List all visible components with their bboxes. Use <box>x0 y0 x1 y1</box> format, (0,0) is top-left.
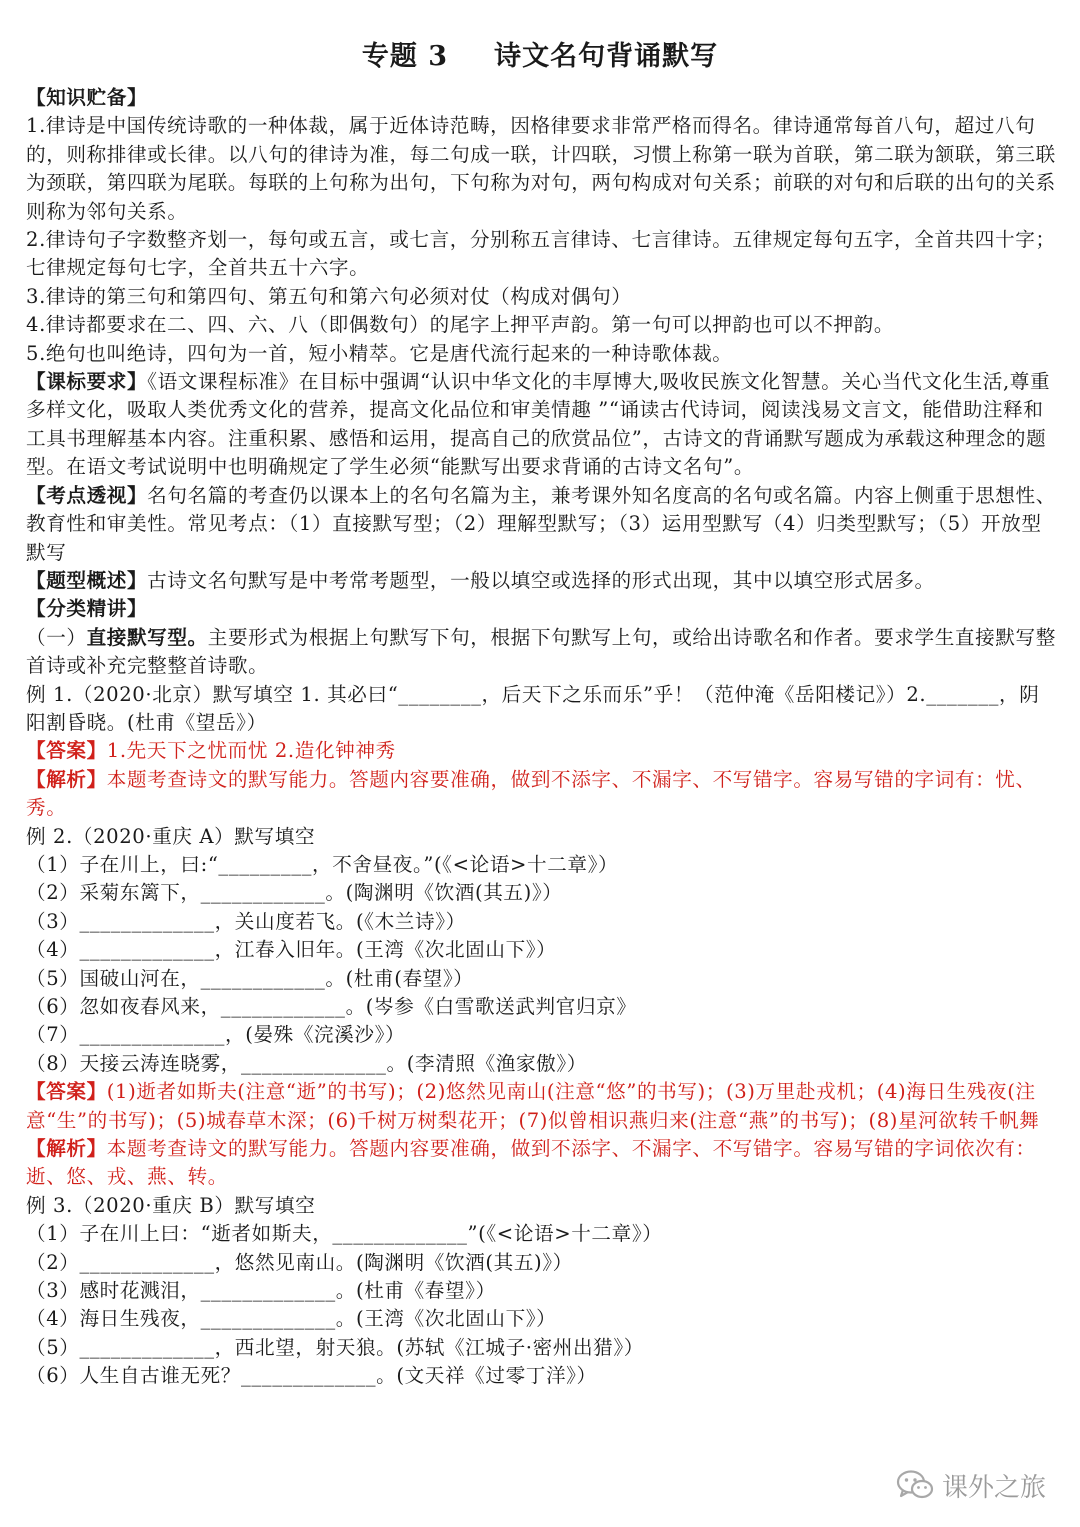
exam-points-text: 名句名篇的考查仍以课本上的名句名篇为主，兼考课外知名度高的名句或名篇。内容上侧重于思想性、教育性和审美性。常见考点：（1）直接默写型；（2）理解型默写；（3）运用型默写（4）归类型默写；（5）开放型默写 <box>26 483 1056 564</box>
answer-label: 【答案】 <box>26 1080 107 1104</box>
example-3-item: （2）_____________，悠然见南山。(陶渊明《饮酒(其五)》） <box>26 1250 573 1274</box>
page-title <box>0 34 1080 73</box>
section-text: 主要形式为根据上句默写下句，根据下句默写上句，或给出诗歌名和作者。要求学生直接默写整首诗或补充完整整首诗歌。 <box>26 625 1056 678</box>
section-paragraph <box>26 624 1056 681</box>
title-topic-name: 诗文名句背诵默写 <box>494 41 719 72</box>
example-3-item: （1）子在川上曰：“逝者如斯夫，_____________”(《<论语>十二章》） <box>26 1222 663 1246</box>
wechat-icon <box>896 1469 934 1501</box>
answer-text: 1.先天下之忧而忧 2.造化钟神秀 <box>106 739 396 763</box>
example-3-item: （5）_____________，西北望，射天狼。(苏轼《江城子·密州出猎》） <box>26 1335 644 1359</box>
example-3-item: （4）海日生残夜，_____________。(王湾《次北固山下》） <box>26 1307 557 1331</box>
exam-points-paragraph <box>26 482 1056 567</box>
example-2-item: （8）天接云涛连晓雾，______________。(李清照《渔家傲》） <box>26 1051 587 1075</box>
curriculum-paragraph <box>26 368 1056 482</box>
section-prefix: （一） <box>26 625 87 649</box>
question-types-header: 【题型概述】 <box>26 568 148 592</box>
example-2-analysis <box>26 1135 1056 1192</box>
classification-header: 【分类精讲】 <box>26 597 148 621</box>
example-2-item: （6）忽如夜春风来，____________。(岑参《白雪歌送武判官归京》 <box>26 995 637 1018</box>
analysis-text: 本题考查诗文的默写能力。答题内容要准确，做到不添字、不漏字、不写错字。容易写错的字词有：忧、秀。 <box>26 767 1036 820</box>
example-1-intro: 例 1.（2020·北京）默写填空 1. 其必曰“________，后天下之乐而乐”乎！（范仲淹《岳阳楼记》）2._______，阴阳割昏晓。(杜甫《望岳》） <box>26 682 1040 734</box>
example-1-analysis <box>26 766 1056 823</box>
knowledge-item: 5.绝句也叫绝诗，四句为一首，短小精萃。它是唐代流行起来的一种诗歌体裁。 <box>26 341 733 365</box>
example-2-answer <box>26 1078 1056 1135</box>
example-3-intro: 例 3.（2020·重庆 B）默写填空 <box>26 1193 316 1217</box>
knowledge-item: 2.律诗句子字数整齐划一，每句或五言，或七言，分别称五言律诗、七言律诗。五律规定每句五字，全首共四十字；七律规定每句七字，全首共五十六字。 <box>26 228 1056 280</box>
answer-label: 【答案】 <box>26 739 107 763</box>
question-types-text: 古诗文名句默写是中考常考题型，一般以填空或选择的形式出现，其中以填空形式居多。 <box>147 568 935 592</box>
example-2-intro: 例 2.（2020·重庆 A）默写填空 <box>26 824 316 848</box>
knowledge-item: 3.律诗的第三句和第四句、第五句和第六句必须对仗（构成对偶句） <box>26 284 632 308</box>
example-3-item: （6）人生自古谁无死？_____________。(文天祥《过零丁洋》） <box>26 1364 597 1388</box>
example-2-item: （3）_____________，关山度若飞。(《木兰诗》） <box>26 909 466 933</box>
question-types-paragraph <box>26 567 1056 595</box>
analysis-text: 本题考查诗文的默写能力。答题内容要准确，做到不添字、不漏字、不写错字。容易写错的字词依次有：逝、悠、戎、燕、转。 <box>26 1137 1036 1189</box>
example-2-item: （4）_____________，江春入旧年。(王湾《次北固山下》） <box>26 938 557 962</box>
example-3-item: （3）感时花溅泪，_____________。(杜甫《春望》） <box>26 1279 496 1303</box>
watermark <box>896 1465 1046 1505</box>
knowledge-item: 1.律诗是中国传统诗歌的一种体裁，属于近体诗范畴，因格律要求非常严格而得名。律诗通常每首八句，超过八句的，则称排律或长律。以八句的律诗为准，每二句成一联，计四联，习惯上称第一联为首联，第二联为颔联，第三联为颈联，第四联为尾联。每联的上句称为出句，下句称为对句，两句构成对句关系；前联的对句和后联的出句的关系则称为邻句关系。 <box>26 114 1056 223</box>
knowledge-item: 4.律诗都要求在二、四、六、八（即偶数句）的尾字上押平声韵。第一句可以押韵也可以不押韵。 <box>26 313 895 337</box>
example-2-item: （2）采菊东篱下，____________。(陶渊明《饮酒(其五)》） <box>26 881 563 905</box>
answer-text: (1)逝者如斯夫(注意“逝”的书写)；(2)悠然见南山(注意“悠”的书写)；(3)万里赴戎机；(4)海日生残夜(注意“生”的书写)；(5)城春草木深；(6)千树万树梨花开；(7)似曾相识燕归来(注意“燕”的书写)；(8)星河欲转千帆舞 <box>26 1080 1040 1132</box>
watermark-text: 课外之旅 <box>941 1472 1046 1503</box>
example-2-item: （1）子在川上，曰:“_________，不舍昼夜。”(《<论语>十二章》） <box>26 852 619 876</box>
section-title: 直接默写型。 <box>86 625 208 649</box>
exam-points-header: 【考点透视】 <box>26 483 148 507</box>
title-topic-number: 专题 3 <box>361 41 449 72</box>
document-body <box>26 84 1056 1391</box>
curriculum-text: 《语文课程标准》在目标中强调“认识中华文化的丰厚博大,吸收民族文化智慧。关心当代文化生活,尊重多样文化，吸取人类优秀文化的营养，提高文化品位和审美情趣 ”“诵读古代诗词，阅读浅易文言文，能借助注释和工具书理解基本内容。注重积累、感悟和运用，提高自己的欣赏品位”，古诗文的背诵默写题成为承载这种理念的题型。在语文考试说明中也明确规定了学生必须“能默写出要求背诵的古诗文名句”。 <box>26 370 1051 479</box>
curriculum-header: 【课标要求】 <box>26 370 148 394</box>
example-1-answer <box>26 737 1056 765</box>
example-2-item: （5）国破山河在，____________。(杜甫(春望》） <box>26 966 474 990</box>
knowledge-header: 【知识贮备】 <box>26 86 148 109</box>
analysis-label: 【解析】 <box>26 767 107 791</box>
analysis-label: 【解析】 <box>26 1137 107 1161</box>
example-2-item: （7）______________，(晏殊《浣溪沙》） <box>26 1023 406 1047</box>
